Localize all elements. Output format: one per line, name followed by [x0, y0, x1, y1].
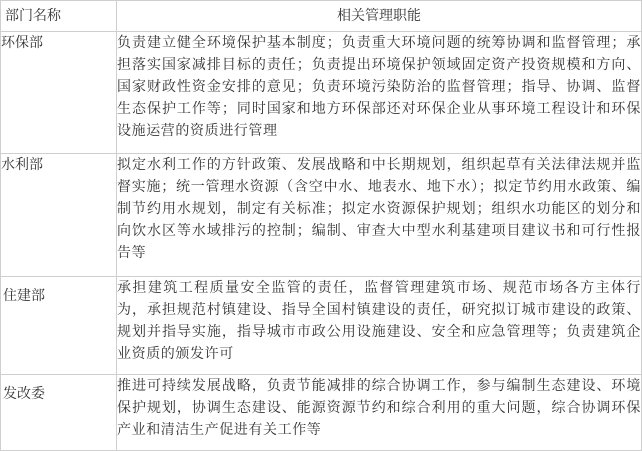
department-name: 水利部 — [1, 154, 117, 277]
department-duties: 推进可持续发展战略，负责节能减排的综合协调工作，参与编制生态建设、环境保护规划，协调生态建设、能源资源节约和综合利用的重大问题，综合协调环保产业和清洁生产促进有关工作等 — [117, 375, 642, 451]
header-duties: 相关管理职能 — [117, 1, 642, 32]
department-name: 住建部 — [1, 277, 117, 375]
department-name: 环保部 — [1, 32, 117, 154]
header-department: 部门名称 — [1, 1, 117, 32]
table-row — [1, 375, 642, 451]
department-duties: 拟定水利工作的方针政策、发展战略和中长期规划，组织起草有关法律法规并监督实施；统一管理水资源（含空中水、地表水、地下水）；拟定节约用水政策、编制节约用水规划，制定有关标准；拟定水资源保护规划；组织水功能区的划分和向饮水区等水域排污的控制；编制、审查大中型水利基建项目建议书和可行性报告等 — [117, 154, 642, 277]
department-name: 发改委 — [1, 375, 117, 451]
department-duties: 承担建筑工程质量安全监管的责任，监督管理建筑市场、规范市场各方主体行为，承担规范村镇建设、指导全国村镇建设的责任，研究拟订城市建设的政策、规划并指导实施，指导城市市政公用设施建设、安全和应急管理等；负责建筑企业资质的颁发许可 — [117, 277, 642, 375]
table-row — [1, 154, 642, 277]
table-row — [1, 32, 642, 154]
table-header-row — [1, 1, 642, 32]
department-duties: 负责建立健全环境保护基本制度；负责重大环境问题的统筹协调和监督管理；承担落实国家减排目标的责任；负责提出环境保护领域固定资产投资规模和方向、国家财政性资金安排的意见；负责环境污染防治的监督管理；指导、协调、监督生态保护工作等；同时国家和地方环保部还对环保企业从事环境工程设计和环保设施运营的资质进行管理 — [117, 32, 642, 154]
table-row — [1, 277, 642, 375]
